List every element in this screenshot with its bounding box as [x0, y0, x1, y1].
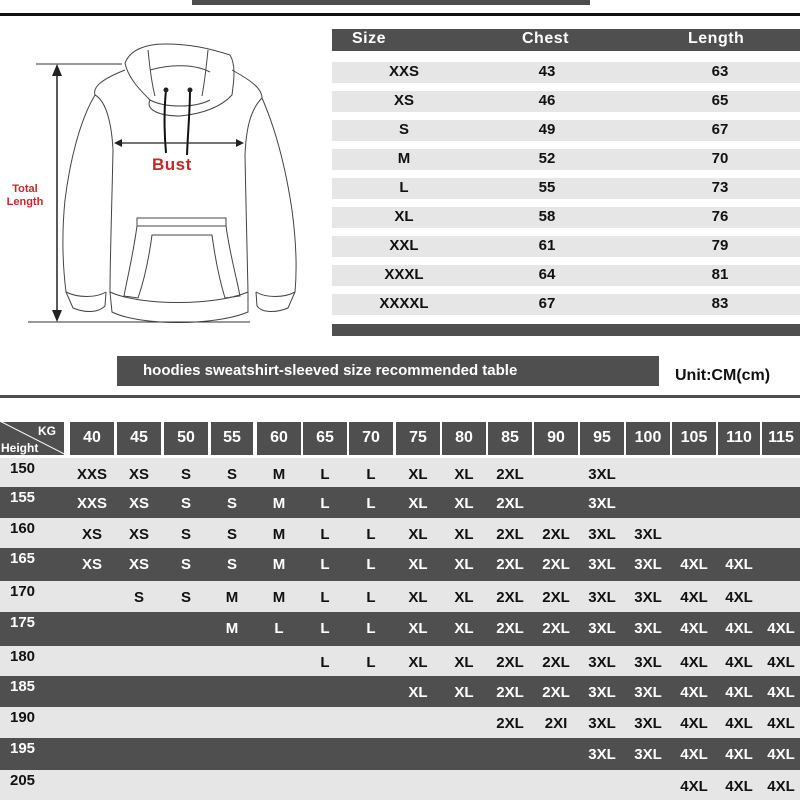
size-recommendation-cell: 4XL [767, 778, 795, 795]
height-cell: 180 [10, 648, 36, 665]
size-recommendation-cell: 4XL [725, 715, 753, 732]
recommend-row-155 [0, 487, 800, 518]
size-recommendation-cell: M [272, 466, 286, 483]
size-recommendation-cell: 4XL [725, 556, 753, 573]
size-recommendation-cell: XL [454, 654, 474, 671]
size-recommendation-cell: L [320, 556, 330, 573]
size-recommendation-cell: XS [81, 556, 102, 573]
size-recommendation-cell: 2XL [496, 715, 524, 732]
size-recommendation-cell: 3XL [634, 620, 662, 637]
size-recommendation-cell: XL [454, 466, 474, 483]
size-recommendation-cell: M [272, 526, 286, 543]
size-recommendation-cell: XL [408, 466, 428, 483]
size-cell-length: 81 [711, 266, 729, 283]
size-row [332, 294, 800, 315]
kg-label: KG [38, 424, 56, 438]
size-recommendation-cell: L [366, 654, 376, 671]
size-recommendation-cell: M [272, 556, 286, 573]
weight-header-45: 45 [117, 422, 161, 455]
size-recommendation-cell: M [225, 620, 239, 637]
recommend-row-150 [0, 458, 800, 487]
size-cell-chest: 49 [538, 121, 556, 138]
top-bar-decoration [192, 0, 590, 5]
size-recommendation-cell: L [320, 654, 330, 671]
size-recommendation-cell: S [226, 526, 237, 543]
weight-header-115: 115 [762, 422, 800, 455]
size-cell-chest: 55 [538, 179, 556, 196]
weight-header-60: 60 [257, 422, 301, 455]
unit-label: Unit:CM(cm) [675, 367, 771, 384]
header-chest: Chest [522, 30, 569, 47]
size-recommendation-cell: 2XL [496, 526, 524, 543]
recommend-row-175 [0, 612, 800, 646]
size-recommendation-cell: 3XL [588, 466, 616, 483]
size-recommendation-cell: S [180, 466, 191, 483]
size-recommendation-cell: 4XL [680, 746, 708, 763]
size-cell-size: L [399, 179, 409, 196]
weight-header-85: 85 [488, 422, 532, 455]
size-recommendation-cell: XL [454, 589, 474, 606]
size-recommendation-cell: 2XL [496, 654, 524, 671]
size-recommendation-cell: 4XL [767, 684, 795, 701]
size-cell-chest: 61 [538, 237, 556, 254]
size-recommendation-cell: 2XL [542, 556, 570, 573]
height-cell: 170 [10, 583, 36, 600]
size-recommendation-cell: 3XL [588, 556, 616, 573]
size-recommendation-cell: 3XL [588, 495, 616, 512]
weight-header-40: 40 [70, 422, 114, 455]
size-recommendation-cell: S [226, 466, 237, 483]
size-recommendation-cell: 3XL [634, 715, 662, 732]
size-recommendation-cell: XL [454, 495, 474, 512]
header-length: Length [688, 30, 745, 47]
size-recommendation-cell: 3XL [588, 526, 616, 543]
size-recommendation-cell: 4XL [680, 684, 708, 701]
height-cell: 195 [10, 740, 36, 757]
size-recommendation-cell: L [320, 526, 330, 543]
size-recommendation-cell: XL [408, 495, 428, 512]
size-recommendation-cell: 4XL [725, 654, 753, 671]
top-divider [0, 13, 800, 16]
size-recommendation-cell: L [366, 466, 376, 483]
size-cell-length: 70 [711, 150, 729, 167]
size-recommendation-cell: L [366, 556, 376, 573]
size-recommendation-cell: 4XL [725, 684, 753, 701]
size-recommendation-cell: 2XI [544, 715, 568, 732]
size-row [332, 120, 800, 141]
size-cell-size: XXXXL [379, 295, 429, 312]
size-cell-chest: 58 [538, 208, 556, 225]
size-cell-length: 63 [711, 63, 729, 80]
recommend-row-160 [0, 518, 800, 548]
size-recommendation-cell: 2XL [542, 620, 570, 637]
size-cell-length: 76 [711, 208, 729, 225]
height-cell: 190 [10, 709, 36, 726]
recommend-row-190 [0, 707, 800, 738]
hoodie-illustration [0, 30, 330, 330]
size-recommendation-cell: L [320, 589, 330, 606]
weight-header-55: 55 [211, 422, 253, 455]
size-recommendation-cell: L [366, 620, 376, 637]
weight-header-65: 65 [303, 422, 347, 455]
size-recommendation-cell: 2XL [496, 589, 524, 606]
size-row [332, 265, 800, 286]
weight-header-105: 105 [672, 422, 716, 455]
height-label: Height [1, 441, 39, 455]
size-cell-chest: 67 [538, 295, 556, 312]
size-recommendation-cell: XL [408, 620, 428, 637]
height-cell: 185 [10, 678, 36, 695]
bust-label: Bust [152, 155, 192, 174]
size-cell-size: M [397, 150, 411, 167]
size-recommendation-cell: XL [454, 684, 474, 701]
size-recommendation-cell: L [320, 466, 330, 483]
size-recommendation-cell: 3XL [634, 746, 662, 763]
size-recommendation-cell: 2XL [542, 526, 570, 543]
size-cell-length: 79 [711, 237, 729, 254]
recommend-row-180 [0, 646, 800, 676]
size-recommendation-cell: S [180, 589, 191, 606]
weight-header-100: 100 [626, 422, 670, 455]
size-recommendation-cell: XL [454, 556, 474, 573]
size-cell-chest: 46 [538, 92, 556, 109]
size-recommendation-cell: 4XL [680, 556, 708, 573]
size-recommendation-cell: 4XL [680, 778, 708, 795]
height-cell: 175 [10, 614, 36, 631]
size-cell-chest: 52 [538, 150, 556, 167]
size-recommendation-cell: S [226, 495, 237, 512]
size-cell-length: 65 [711, 92, 729, 109]
size-row [332, 207, 800, 228]
size-recommendation-cell: 3XL [634, 654, 662, 671]
size-recommendation-cell: 4XL [767, 715, 795, 732]
size-recommendation-cell: XS [128, 526, 149, 543]
weight-header-75: 75 [396, 422, 440, 455]
size-recommendation-cell: XS [128, 556, 149, 573]
size-chart-header [332, 29, 800, 51]
recommend-row-205 [0, 770, 800, 800]
weight-header-90: 90 [534, 422, 578, 455]
size-row [332, 178, 800, 199]
size-recommendation-cell: 3XL [634, 589, 662, 606]
height-cell: 160 [10, 520, 36, 537]
total-length-label [2, 183, 48, 209]
section-divider [0, 395, 800, 398]
size-row [332, 91, 800, 112]
total-length-label-line2: Length [6, 196, 44, 208]
size-chart-footer [332, 324, 800, 336]
size-cell-size: XXXL [384, 266, 424, 283]
size-recommendation-cell: 2XL [496, 495, 524, 512]
size-cell-length: 67 [711, 121, 729, 138]
size-recommendation-cell: 3XL [634, 556, 662, 573]
size-recommendation-cell: S [180, 556, 191, 573]
recommend-table-title: hoodies sweatshirt-sleeved size recommended table [117, 356, 659, 386]
size-recommendation-cell: M [225, 589, 239, 606]
size-recommendation-cell: 4XL [680, 589, 708, 606]
size-recommendation-cell: 4XL [725, 589, 753, 606]
height-cell: 165 [10, 550, 36, 567]
size-recommendation-cell: 3XL [588, 589, 616, 606]
recommend-row-165 [0, 548, 800, 581]
size-row [332, 149, 800, 170]
size-row [332, 62, 800, 83]
size-recommendation-cell: 3XL [588, 620, 616, 637]
recommend-row-170 [0, 581, 800, 612]
size-recommendation-cell: XL [408, 589, 428, 606]
size-recommendation-cell: L [320, 620, 330, 637]
size-recommendation-cell: L [366, 526, 376, 543]
size-recommendation-cell: XL [408, 556, 428, 573]
size-recommendation-cell: S [226, 556, 237, 573]
table-corner-header [0, 422, 64, 455]
size-recommendation-cell: XXS [76, 495, 107, 512]
size-recommendation-cell: 4XL [767, 746, 795, 763]
size-recommendation-cell: 2XL [542, 684, 570, 701]
size-row [332, 236, 800, 257]
size-recommendation-cell: 2XL [496, 684, 524, 701]
height-cell: 155 [10, 489, 36, 506]
size-recommendation-cell: 3XL [634, 526, 662, 543]
size-recommendation-cell: XL [408, 654, 428, 671]
size-recommendation-cell: L [366, 495, 376, 512]
size-recommendation-cell: S [180, 495, 191, 512]
size-recommendation-cell: L [366, 589, 376, 606]
size-recommendation-cell: 2XL [496, 620, 524, 637]
weight-header-80: 80 [442, 422, 486, 455]
size-recommendation-cell: M [272, 495, 286, 512]
size-cell-size: XL [394, 208, 414, 225]
size-recommendation-cell: 4XL [767, 620, 795, 637]
size-recommendation-cell: XS [128, 466, 149, 483]
size-recommendation-cell: XL [454, 620, 474, 637]
size-recommendation-cell: XL [454, 526, 474, 543]
size-cell-chest: 64 [538, 266, 556, 283]
size-recommendation-cell: L [320, 495, 330, 512]
size-cell-size: XS [393, 92, 414, 109]
weight-header-110: 110 [718, 422, 760, 455]
size-cell-size: XXL [389, 237, 419, 254]
height-cell: 205 [10, 772, 36, 789]
size-recommendation-cell: 4XL [725, 746, 753, 763]
size-recommendation-cell: 3XL [588, 654, 616, 671]
size-recommendation-cell: M [272, 589, 286, 606]
total-length-label-line1: Total [12, 183, 38, 195]
size-cell-chest: 43 [538, 63, 556, 80]
size-recommendation-cell: 4XL [725, 620, 753, 637]
size-recommendation-cell: L [274, 620, 284, 637]
size-recommendation-cell: XS [128, 495, 149, 512]
size-recommendation-cell: XL [408, 684, 428, 701]
size-recommendation-cell: 3XL [634, 684, 662, 701]
size-recommendation-cell: 2XL [542, 654, 570, 671]
weight-header-70: 70 [349, 422, 393, 455]
size-recommendation-cell: S [180, 526, 191, 543]
size-recommendation-cell: 2XL [496, 556, 524, 573]
size-recommendation-cell: XL [408, 526, 428, 543]
header-size: Size [352, 30, 387, 47]
size-cell-size: S [398, 121, 409, 138]
weight-header-95: 95 [580, 422, 624, 455]
recommend-row-195 [0, 738, 800, 770]
size-recommendation-cell: 4XL [767, 654, 795, 671]
size-recommendation-cell: 4XL [680, 620, 708, 637]
size-recommendation-cell: 4XL [680, 654, 708, 671]
size-cell-size: XXS [388, 63, 419, 80]
recommend-row-185 [0, 676, 800, 707]
size-recommendation-cell: 3XL [588, 684, 616, 701]
size-recommendation-cell: 3XL [588, 746, 616, 763]
weight-header-50: 50 [164, 422, 208, 455]
size-recommendation-cell: S [133, 589, 144, 606]
size-cell-length: 83 [711, 295, 729, 312]
size-recommendation-cell: 4XL [725, 778, 753, 795]
size-cell-length: 73 [711, 179, 729, 196]
size-recommendation-cell: 2XL [542, 589, 570, 606]
size-recommendation-cell: 3XL [588, 715, 616, 732]
size-recommendation-cell: 4XL [680, 715, 708, 732]
size-recommendation-cell: 2XL [496, 466, 524, 483]
height-cell: 150 [10, 460, 36, 477]
size-recommendation-cell: XS [81, 526, 102, 543]
size-recommendation-cell: XXS [76, 466, 107, 483]
